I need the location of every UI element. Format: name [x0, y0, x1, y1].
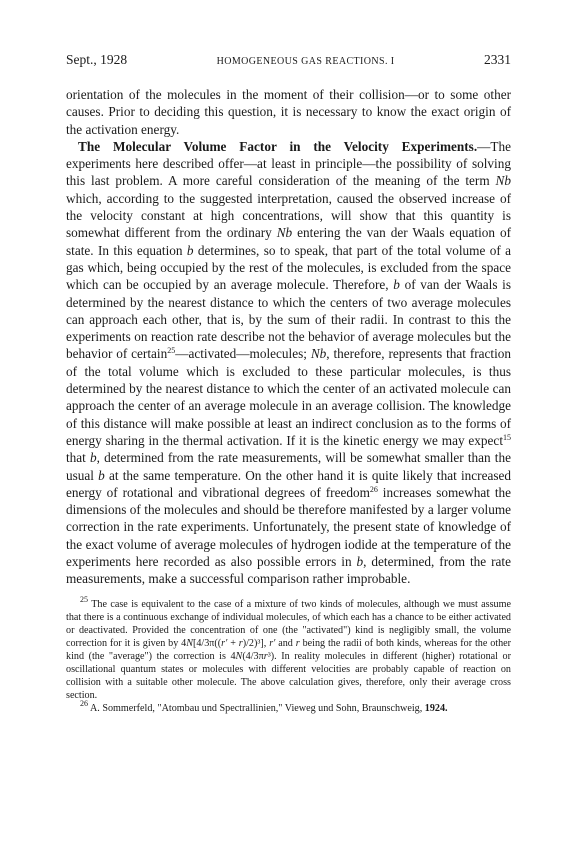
citation-year: 1924.: [424, 703, 448, 715]
paragraph-continuation: orientation of the molecules in the moment of their collision—or to some other causes. Prior to deciding this question, it is necessary to know the exact origin of the activation energy.: [66, 87, 511, 137]
section-heading: The Molecular Volume Factor in the Velocity Experiments.: [78, 138, 478, 154]
footnote-number: 26: [80, 699, 88, 709]
var-Nb: Nb: [495, 173, 511, 189]
header-date: Sept., 1928: [66, 52, 128, 67]
var-b: b: [393, 277, 400, 293]
footnotes: [66, 594, 512, 716]
body-text: [66, 86, 511, 588]
footnote-26: $^{26}$ A. Sommerfeld, "Atombau und Spectrallinien," Vieweg und Sohn, Braunschweig, 1924.: [80, 699, 448, 715]
footnote-ref-26[interactable]: 26: [369, 484, 378, 494]
header-title: HOMOGENEOUS GAS REACTIONS. I: [216, 56, 395, 67]
footnote-number: 25: [80, 594, 88, 604]
paragraph-molecular-volume: The Molecular Volume Factor in the Velocity Experiments.—The experiments here described offer—at least in principle—the possibility of solving this last problem. A more careful consideration of the meaning of the term Nb which, according to the suggested interpretation, caused the observed increase of the velocity constant at high concentrations, will show that this quantity is somewhat different from the ordinary Nb entering the van der Waals equation of state. In this equation b determines, so to speak, that part of the total volume of a gas which, being occupied by the rest of the molecules, is excluded from the space which can be occupied by an average molecule. Therefore, b of van der Waals is determined by the nearest distance to which the centers of two average molecules can approach each other, that is, by the sum of their radii. In contrast to this the experiments on reaction rate describe not the behavior of average molecules but the behavior of certain$^{25}$—activated—molecules; Nb, therefore, represents that fraction of the total volume which is excluded to these particular molecules, is thus determined by the nearest distance to which the center of an activated molecule can approach the center of an average molecule in an average collision. The knowledge of this distance will make possible at least an indirect conclusion as to the forms of energy sharing in the thermal activation. If it is the kinetic energy we may expect$^{15}$ that b, determined from the rate measurements, will be somewhat smaller than the usual b at the same temperature. On the other hand it is quite likely that increased energy of rotational and vibrational degrees of freedom$^{26}$ increases somewhat the dimensions of the molecules and should be therefore manifested by a larger volume correction in the rate experiments. Unfortunately, the present state of knowledge of the exact volume of average molecules of hydrogen iodide at the temperature of the experiments here recorded as also possible errors in b, determined, from the rate measurements, make a successful comparison rather improbable.: [66, 138, 512, 587]
journal-page: [66, 52, 511, 715]
var-b: b: [90, 450, 97, 466]
footnote-ref-25[interactable]: 25: [167, 346, 176, 356]
running-header: [66, 52, 511, 74]
var-Nb: Nb: [310, 346, 327, 362]
var-b: b: [98, 467, 105, 483]
var-b: b: [186, 242, 194, 258]
footnote-ref-15[interactable]: 15: [503, 432, 511, 442]
var-Nb: Nb: [276, 225, 293, 241]
page-number: 2331: [483, 52, 511, 67]
footnote-25: $^{25}$ The case is equivalent to the case of a mixture of two kinds of molecules, although we must assume that there is a continuous exchange of individual molecules, of which each has a chance to be either activated or deactivated. Provided the concentration of one (the "activated") kind is negligibly small, the volume correction for it is given by 4N[4/3π((r′ + r)/2)³], r′ and r being the radii of both kinds, whereas for the other kind (the "average") the correction is 4N(4/3πr³). In reality molecules in different (higher) rotational or oscillational quantum states or molecules with different velocities are probably capable of reaction on collision with a suitable other molecule. The above calculation gives, therefore, only their average cross section.: [66, 594, 512, 702]
var-b: b: [356, 554, 364, 570]
